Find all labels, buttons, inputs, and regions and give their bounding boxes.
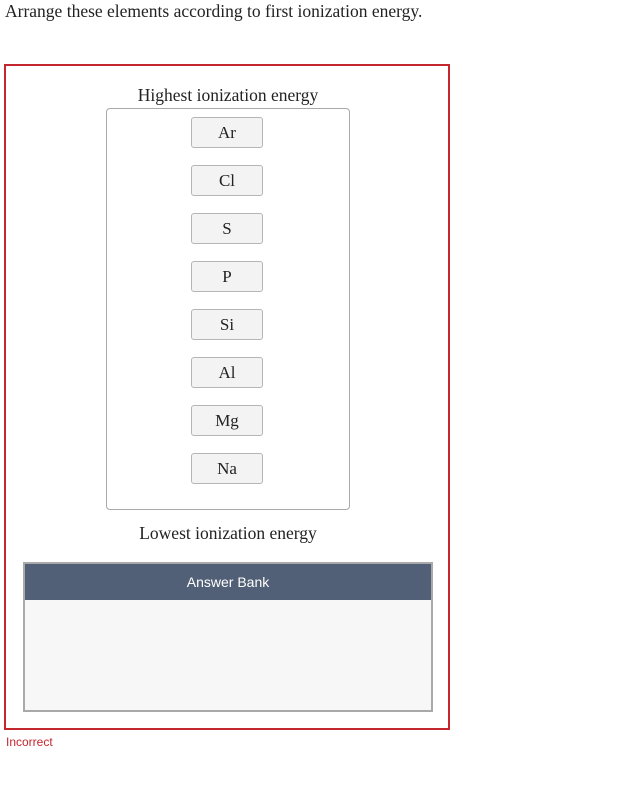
answer-bank-title: Answer Bank bbox=[25, 564, 431, 600]
element-tile-p[interactable]: P bbox=[191, 261, 263, 292]
question-prompt: Arrange these elements according to first ionization energy. bbox=[5, 1, 423, 21]
element-tile-cl[interactable]: Cl bbox=[191, 165, 263, 196]
answer-bank-drop-zone[interactable] bbox=[25, 600, 431, 710]
element-tile-s[interactable]: S bbox=[191, 213, 263, 244]
ranking-drop-zone[interactable] bbox=[106, 108, 350, 510]
element-tile-ar[interactable]: Ar bbox=[191, 117, 263, 148]
element-tile-mg[interactable]: Mg bbox=[191, 405, 263, 436]
answer-bank bbox=[23, 562, 433, 712]
element-tile-na[interactable]: Na bbox=[191, 453, 263, 484]
element-tile-si[interactable]: Si bbox=[191, 309, 263, 340]
highest-label: Highest ionization energy bbox=[137, 85, 319, 105]
element-tile-al[interactable]: Al bbox=[191, 357, 263, 388]
feedback-status: Incorrect bbox=[6, 735, 53, 749]
question-box bbox=[4, 64, 450, 730]
lowest-label: Lowest ionization energy bbox=[139, 523, 317, 543]
